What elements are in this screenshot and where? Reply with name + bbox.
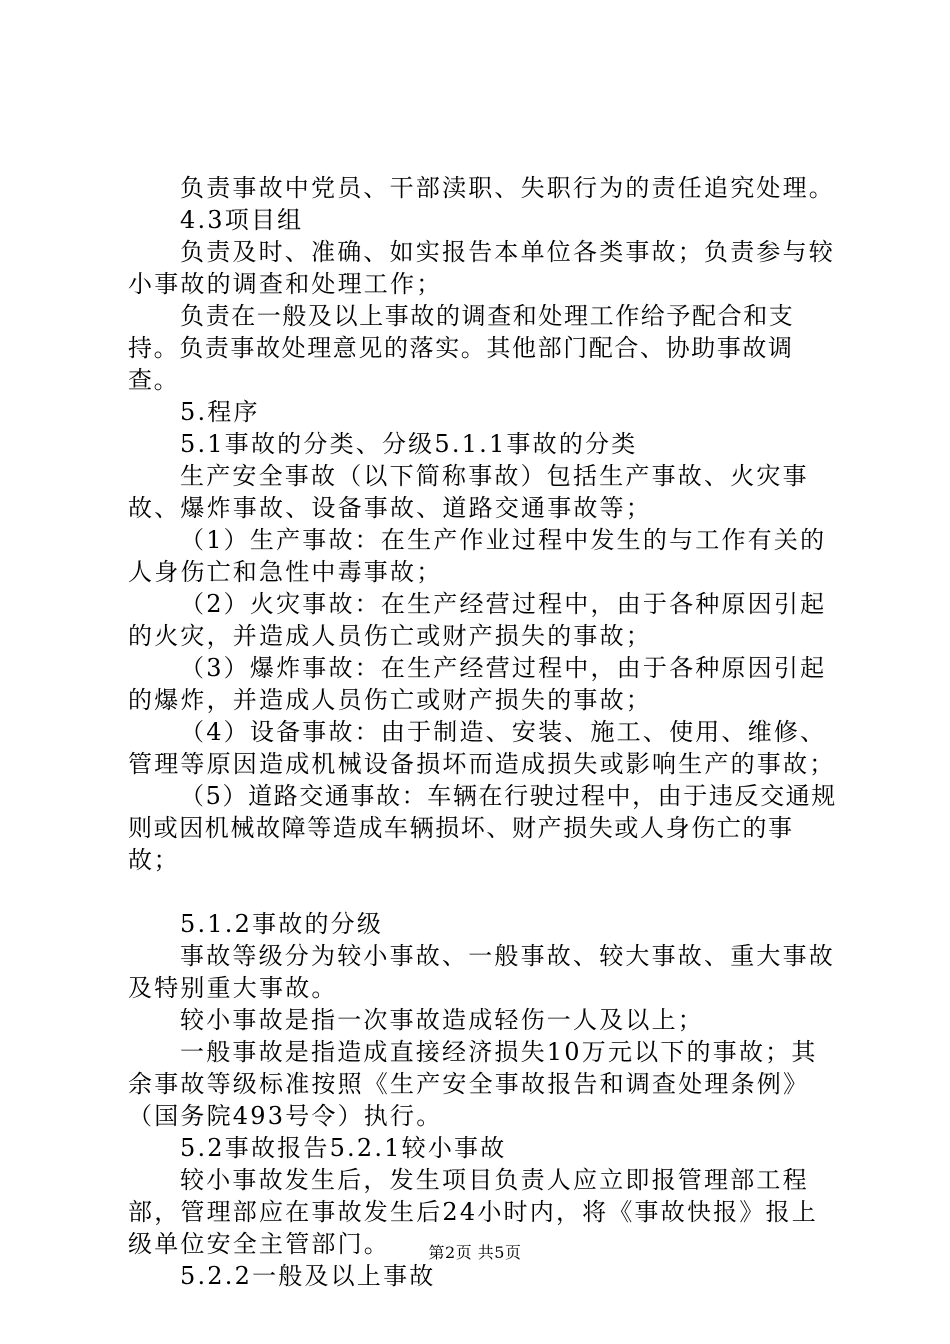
section-heading: 5.2.2一般及以上事故: [180, 1262, 436, 1290]
paragraph: 负责事故中党员、干部渎职、失职行为的责任追究处理。: [180, 174, 835, 202]
list-item: （5）道路交通事故：车辆在行驶过程中，由于违反交通规则或因机械故障等造成车辆损坏、财产损失或人身伤亡的事故；: [128, 782, 837, 874]
paragraph: 生产安全事故（以下简称事故）包括生产事故、火灾事故、爆炸事故、设备事故、道路交通事故等；: [128, 462, 809, 522]
paragraph: 较小事故是指一次事故造成轻伤一人及以上；: [180, 1006, 704, 1034]
section-heading: 5.程序: [180, 398, 260, 426]
paragraph: 事故等级分为较小事故、一般事故、较大事故、重大事故及特别重大事故。: [128, 942, 835, 1002]
list-item: （1）生产事故：在生产作业过程中发生的与工作有关的人身伤亡和急性中毒事故；: [128, 526, 827, 586]
section-heading: 5.1事故的分类、分级5.1.1事故的分类: [180, 430, 638, 458]
list-item: （3）爆炸事故：在生产经营过程中，由于各种原因引起的爆炸，并造成人员伤亡或财产损失的事故；: [128, 654, 827, 714]
paragraph: 负责在一般及以上事故的调查和处理工作给予配合和支持。负责事故处理意见的落实。其他部门配合、协助事故调查。: [128, 302, 795, 394]
document-body: [128, 172, 840, 1292]
list-item: （2）火灾事故：在生产经营过程中，由于各种原因引起的火灾，并造成人员伤亡或财产损失的事故；: [128, 590, 827, 650]
paragraph: 负责及时、准确、如实报告本单位各类事故；负责参与较小事故的调查和处理工作；: [128, 238, 835, 298]
section-heading: 5.1.2事故的分级: [180, 910, 384, 938]
page-footer: 第2页 共5页: [428, 1243, 522, 1262]
paragraph: 较小事故发生后，发生项目负责人应立即报管理部工程部，管理部应在事故发生后24小时内，将《事故快报》报上级单位安全主管部门。: [128, 1166, 818, 1258]
section-heading: 5.2事故报告5.2.1较小事故: [180, 1134, 507, 1162]
section-heading: 4.3项目组: [180, 206, 304, 234]
list-item: （4）设备事故：由于制造、安装、施工、使用、维修、管理等原因造成机械设备损坏而造成损失或影响生产的事故；: [128, 718, 836, 778]
paragraph: 一般事故是指造成直接经济损失10万元以下的事故；其余事故等级标准按照《生产安全事故报告和调查处理条例》（国务院493号令）执行。: [128, 1038, 818, 1130]
